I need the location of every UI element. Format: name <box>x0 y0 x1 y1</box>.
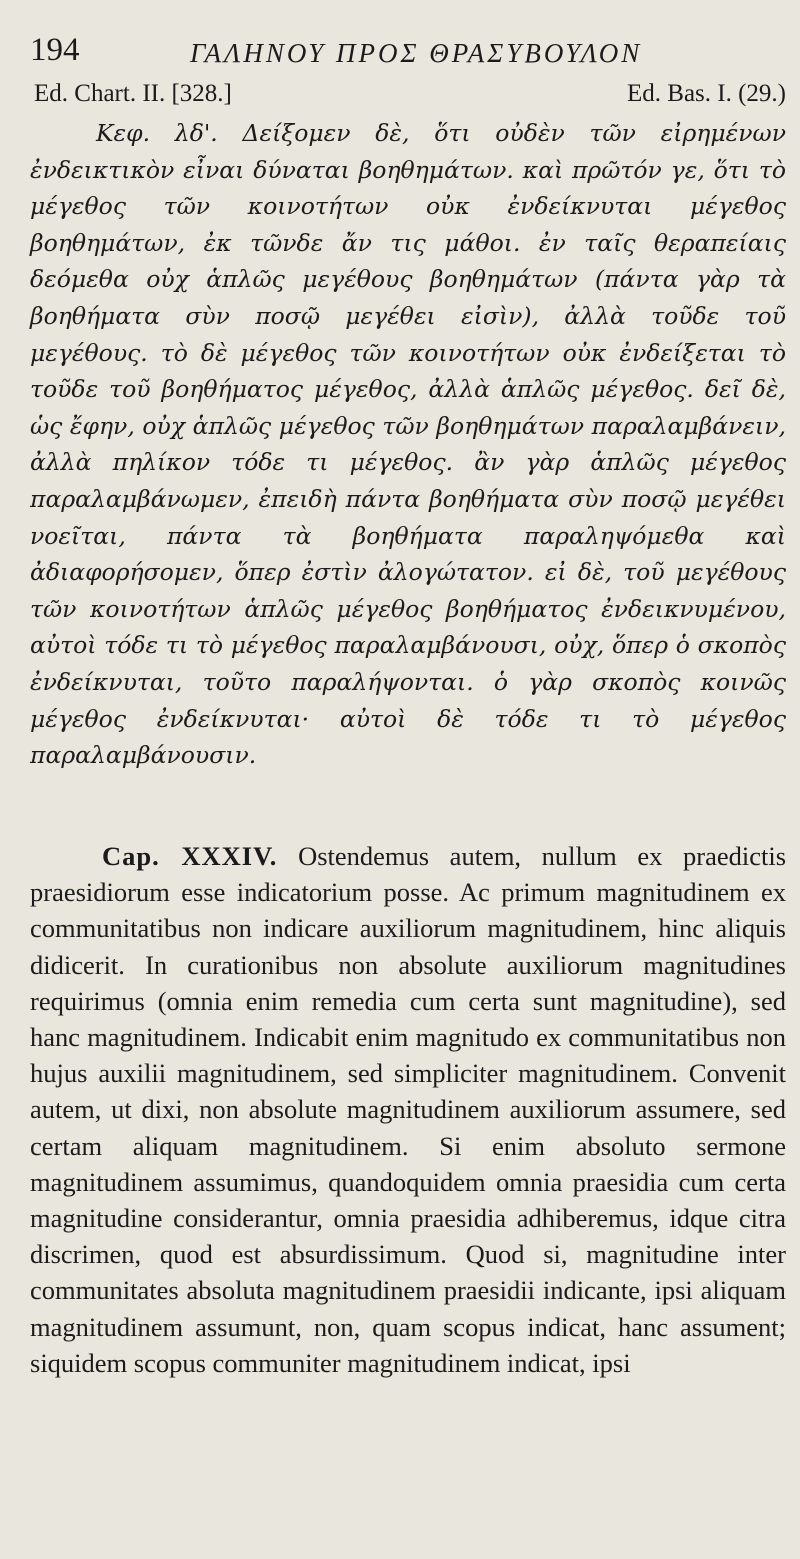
greek-paragraph: Κεφ. λδ'. Δείξομεν δὲ, ὅτι οὐδὲν τῶν εἰρημένων ἐνδεικτικὸν εἶναι δύναται βοηθημάτων. καὶ πρῶτόν γε, ὅτι τὸ μέγεθος τῶν κοινοτήτων οὐκ ἐνδείκνυται μέγεθος βοηθημάτων, ἐκ τῶνδε ἄν τις μάθοι. ἐν ταῖς θεραπείαις δεόμεθα οὐχ ἁπλῶς μεγέθους βοηθημάτων (πάντα γὰρ τὰ βοηθήματα σὺν ποσῷ μεγέθει εἰσὶν), ἀλλὰ τοῦδε τοῦ μεγέθους. τὸ δὲ μέγεθος τῶν κοινοτήτων οὐκ ἐνδείξεται τὸ τοῦδε τοῦ βοηθήματος μέγεθος, ἀλλὰ ἁπλῶς μέγεθος. δεῖ δὲ, ὡς ἔφην, οὐχ ἁπλῶς μέγεθος τῶν βοηθημάτων παραλαμβάνειν, ἀλλὰ πηλίκον τόδε τι μέγεθος. ἂν γὰρ ἁπλῶς μέγεθος παραλαμβάνωμεν, ἐπειδὴ πάντα βοηθήματα σὺν ποσῷ μεγέθει νοεῖται, πάντα τὰ βοηθήματα παραληψόμεθα καὶ ἀδιαφορήσομεν, ὅπερ ἐστὶν ἀλογώτατον. εἰ δὲ, τοῦ μεγέθους τῶν κοινοτήτων ἁπλῶς μέγεθος βοηθήματος ἐνδεικνυμένου, αὐτοὶ τόδε τι τὸ μέγεθος παραλαμβάνουσι, οὐχ, ὅπερ ὁ σκοπὸς ἐνδείκνυται, τοῦτο παραλήψονται. ὁ γὰρ σκοπὸς κοινῶς μέγεθος ἐνδείκνυται· αὐτοὶ δὲ τόδε τι τὸ μέγεθος παραλαμβάνουσιν. <box>30 119 786 770</box>
edition-ref-chartier: Ed. Chart. II. [328.] <box>34 80 232 107</box>
greek-text-block <box>30 115 786 774</box>
edition-references <box>30 80 786 112</box>
latin-text-block <box>30 838 786 1381</box>
page-number: 194 <box>30 32 80 68</box>
latin-paragraph <box>30 838 786 1381</box>
chapter-label: Cap. XXXIV. <box>102 841 278 871</box>
edition-ref-basel: Ed. Bas. I. (29.) <box>627 80 786 107</box>
latin-text: Ostendemus autem, nullum ex praedictis praesidiorum esse indicatorium posse. Ac primum magnitudinem ex communitatibus non indicare auxiliorum magnitudinem, hinc aliquis didicerit. In curationibus non absolute auxiliorum magnitudines requirimus (omnia enim remedia cum certa sunt magnitudine), sed hanc magnitudinem. Indicabit enim magnitudo ex communitatibus non hujus auxilii magnitudinem, sed simpliciter magnitudinem. Convenit autem, ut dixi, non absolute magnitudinem auxiliorum assumere, sed certam aliquam magnitudinem. Si enim absoluto sermone magnitudinem assumimus, quandoquidem omnia praesidia cum certa magnitudine considerantur, omnia praesidia adhiberemus, idque citra discrimen, quod est absurdissimum. Quod si, magnitudine inter communitates absoluta magnitudinem praesidii indicante, ipsi aliquam magnitudinem assumunt, non, quam scopus indicat, hanc assument; siquidem scopus communiter magnitudinem indicat, ipsi <box>30 841 787 1378</box>
running-title: ΓΑΛΗΝΟΥ ΠΡΟΣ ΘΡΑΣΥΒΟΥΛΟΝ <box>190 38 643 68</box>
page-header <box>30 28 786 72</box>
